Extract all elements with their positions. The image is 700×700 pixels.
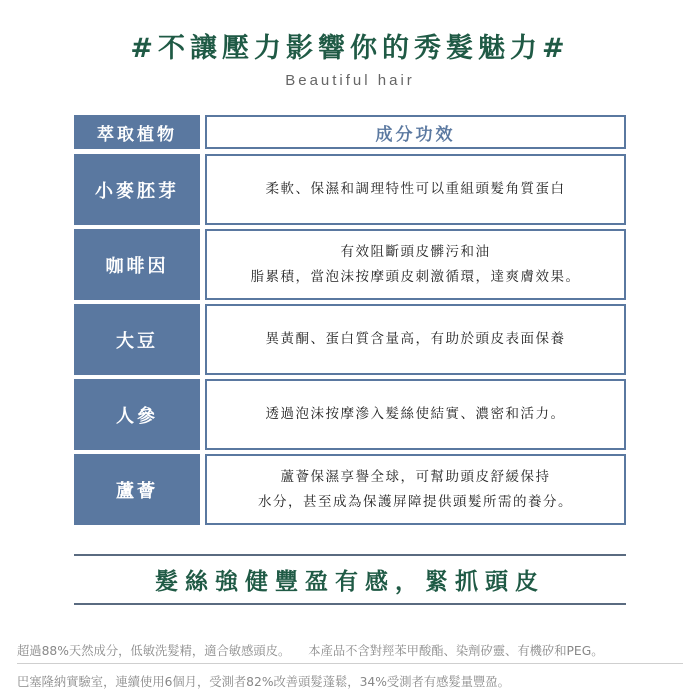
footnote-natural: 超過88%天然成分，低敏洗髮精，適合敏感頭皮。 [17,644,291,658]
footnote-line-1 [17,641,687,659]
page-subtitle: Beautiful hair [285,72,415,89]
effect-line: 透過泡沫按摩滲入髮絲使結實、濃密和活力。 [265,406,566,422]
effect-line: 有效阻斷頭皮髒污和油 [340,243,491,260]
ingredient-label-caffeine: 咖啡因 [74,229,200,300]
footnote-line-2: 巴塞隆納實驗室，連續使用6個月，受測者82%改善頭髮蓬鬆，34%受測者有感髮量豐盈。 [17,675,510,689]
ingredient-effect-ginseng [205,379,626,450]
ingredient-label-soybean: 大豆 [74,304,200,375]
effect-line: 脂累積，當泡沫按摩頭皮刺激循環，達爽膚效果。 [250,268,581,285]
ingredient-effect-wheat-germ [205,154,626,225]
effect-line: 柔軟、保濕和調理特性可以重組頭髮角質蛋白 [265,181,566,197]
ingredient-label-aloe: 蘆薈 [74,454,200,525]
footnote-free-of: 本產品不含對羥苯甲酸酯、染劑矽靈、有機矽和PEG。 [308,644,604,658]
ingredient-label-ginseng: 人參 [74,379,200,450]
effect-line: 異黃酮、蛋白質含量高，有助於頭皮表面保養 [265,331,566,347]
ingredient-effect-soybean [205,304,626,375]
page-title: #不讓壓力影響你的秀髮魅力# [130,33,570,64]
slogan: 髮絲強健豐盈有感，緊抓頭皮 [155,569,545,595]
slogan-top-divider [74,554,626,556]
ingredient-label-wheat-germ: 小麥胚芽 [74,154,200,225]
ingredient-effect-aloe [205,454,626,525]
ingredient-effect-caffeine [205,229,626,300]
table-header-value: 成分功效 [205,115,626,149]
slogan-bottom-divider [74,603,626,605]
effect-line: 水分，甚至成為保護屏障提供頭髮所需的養分。 [258,493,573,510]
footnote-divider [17,663,683,664]
effect-line: 蘆薈保濕享譽全球，可幫助頭皮舒緩保持 [280,468,551,485]
table-header-label: 萃取植物 [74,115,200,149]
